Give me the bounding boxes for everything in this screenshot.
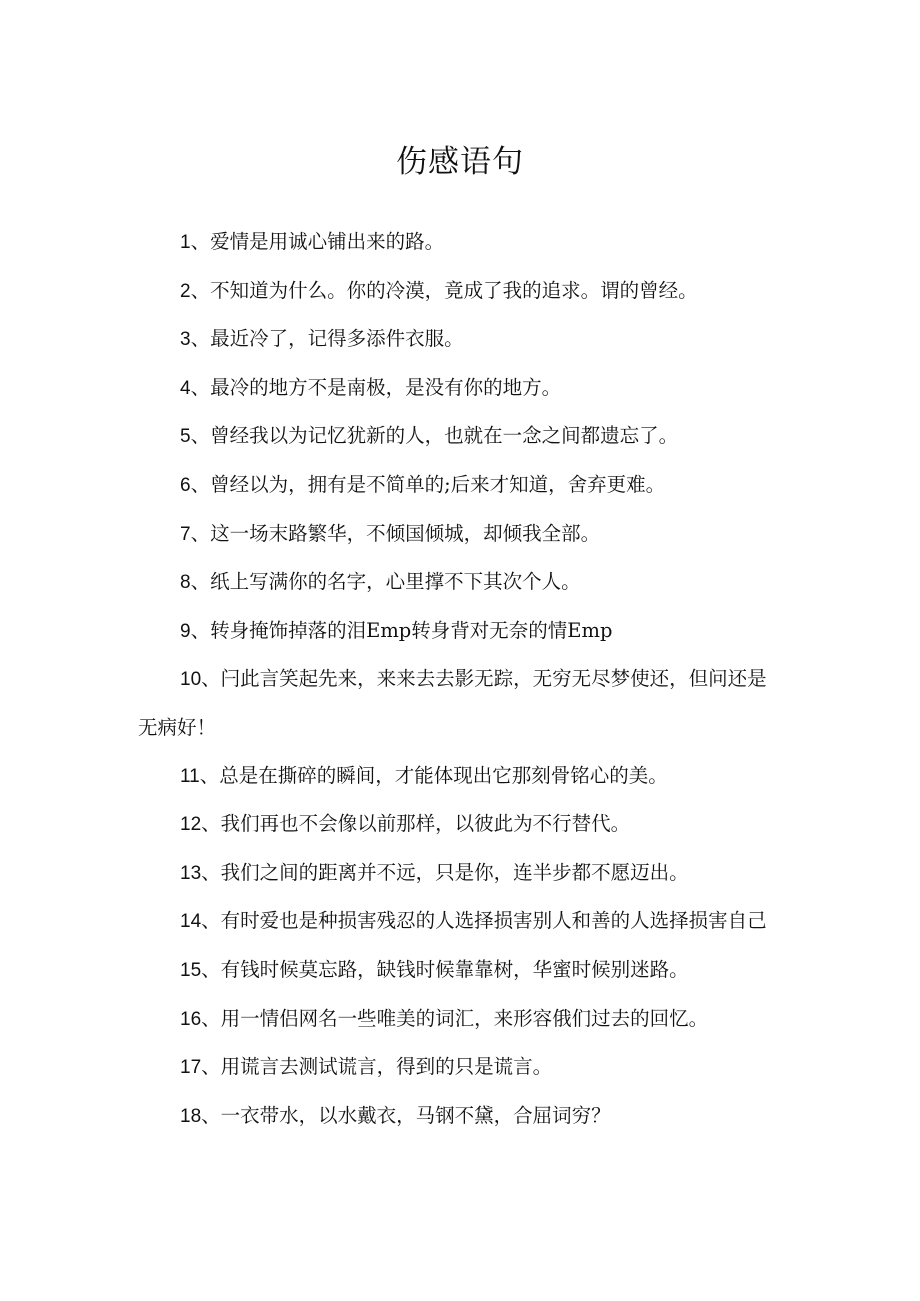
list-item <box>138 800 798 849</box>
list-item <box>138 995 798 1044</box>
item-number: 10 <box>180 669 202 691</box>
list-item <box>138 267 798 316</box>
list-item <box>138 315 798 364</box>
item-number: 3 <box>180 329 191 351</box>
item-number: 15 <box>180 959 202 981</box>
item-number: 6 <box>180 474 191 496</box>
item-text: 、曾经以为，拥有是不简单的;后来才知道，舍弃更难。 <box>190 472 666 496</box>
item-number: 18 <box>180 1105 202 1127</box>
item-number: 11 <box>180 765 200 787</box>
item-number: 9 <box>180 620 191 642</box>
item-text: 、这一场末路繁华，不倾国倾城，却倾我全部。 <box>190 521 601 545</box>
list-item <box>138 1043 798 1092</box>
item-number: 12 <box>180 814 202 836</box>
item-number: 4 <box>180 377 191 399</box>
list-item <box>138 558 798 607</box>
item-number: 14 <box>180 911 202 933</box>
item-text: 、有钱时候莫忘路，缺钱时候靠靠树，华蜜时候别迷路。 <box>201 957 689 981</box>
item-text: 、我们再也不会像以前那样，以彼此为不行替代。 <box>201 812 631 836</box>
item-number: 7 <box>180 523 191 545</box>
item-number: 2 <box>180 280 191 302</box>
list-item <box>138 412 798 461</box>
list-item <box>138 218 798 267</box>
item-text: 、用一情侣网名一些唯美的词汇，来形容俄们过去的回忆。 <box>201 1006 709 1030</box>
item-text: 、最近冷了，记得多添件衣服。 <box>190 327 464 351</box>
list-item <box>138 461 798 510</box>
item-number: 1 <box>180 232 191 253</box>
list-item <box>138 752 798 801</box>
item-text: 、转身掩饰掉落的泪Emp转身背对无奈的情Emp <box>190 618 613 642</box>
item-number: 16 <box>180 1008 202 1030</box>
sentence-list <box>138 218 798 1140</box>
document-title: 伤感语句 <box>396 144 524 180</box>
list-item <box>138 364 798 413</box>
item-text: 、总是在撕碎的瞬间，才能体现出它那刻骨铭心的美。 <box>199 763 668 787</box>
item-number: 13 <box>180 862 202 884</box>
list-item <box>138 655 786 751</box>
list-item <box>138 1092 798 1141</box>
item-text: 、最冷的地方不是南极，是没有你的地方。 <box>190 375 562 399</box>
item-text: 、曾经我以为记忆犹新的人，也就在一念之间都遗忘了。 <box>190 424 679 448</box>
list-item <box>138 607 798 656</box>
item-text: 、一衣带水，以水戴衣，马钢不黛，合屈词穷？ <box>201 1103 611 1127</box>
item-number: 5 <box>180 426 191 448</box>
list-item <box>138 510 798 559</box>
item-text: 、不知道为什么。你的冷漠，竟成了我的追求。谓的曾经。 <box>190 278 698 302</box>
list-item <box>138 946 798 995</box>
item-text: 、我们之间的距离并不远，只是你，连半步都不愿迈出。 <box>201 860 689 884</box>
list-item <box>138 897 786 946</box>
item-number: 8 <box>180 572 191 594</box>
item-text: 、纸上写满你的名字，心里撑不下其次个人。 <box>190 570 581 594</box>
item-text: 、有时爱也是种损害残忍的人选择损害别人和善的人选择损害自己 <box>201 909 767 933</box>
item-text: 、用谎言去测试谎言，得到的只是谎言。 <box>201 1055 553 1079</box>
list-item <box>138 849 798 898</box>
item-number: 17 <box>180 1057 202 1079</box>
item-text: 、爱情是用诚心铺出来的路。 <box>190 230 445 253</box>
item-text: 、闩此言笑起先来，来来去去影无踪，无穷无尽梦使还，但问还是无病好！ <box>138 667 767 739</box>
